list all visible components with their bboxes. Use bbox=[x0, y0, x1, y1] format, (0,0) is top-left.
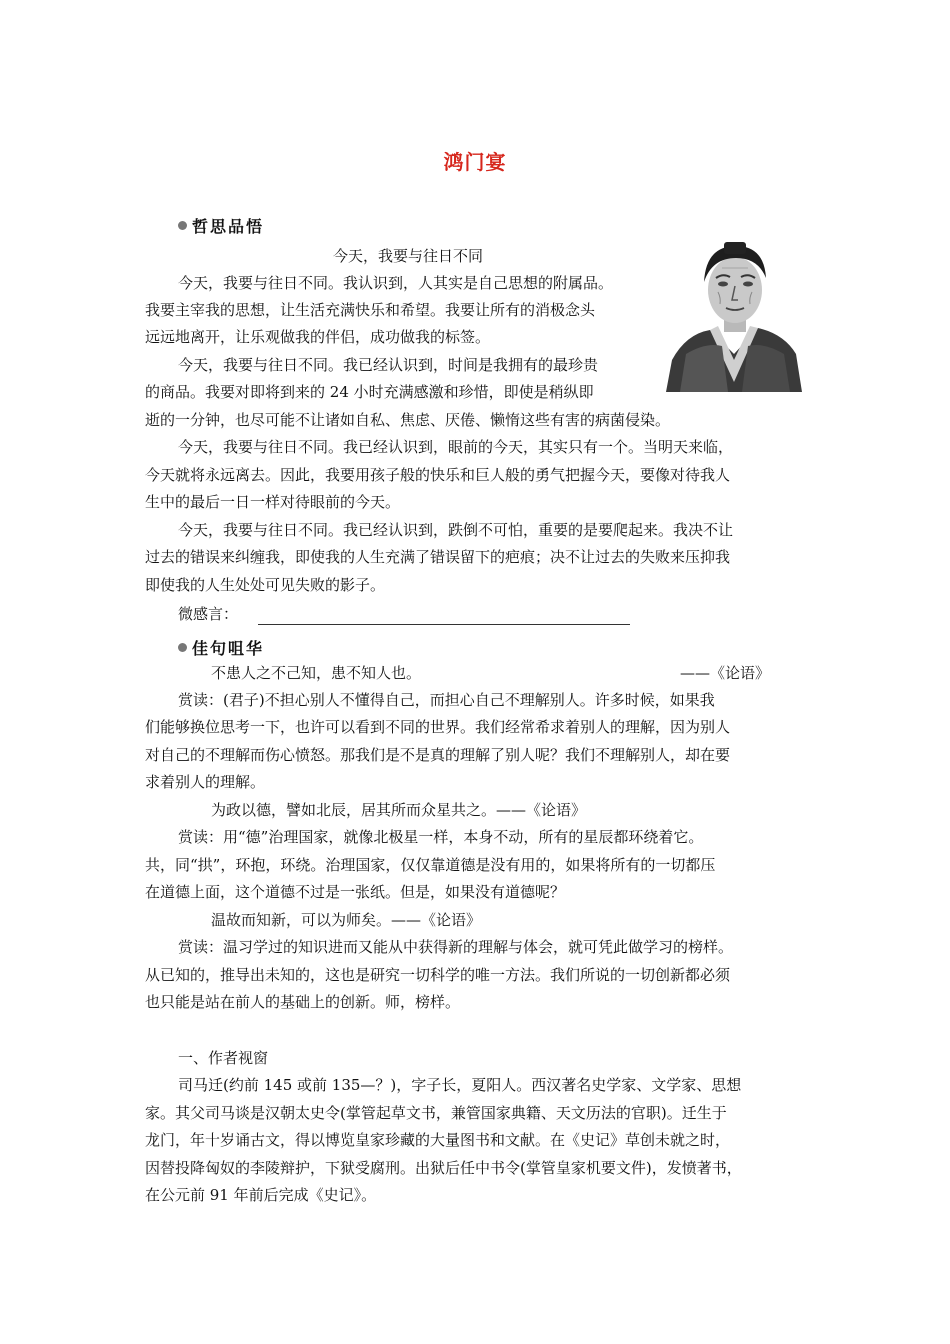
essay-line: 远远地离开，让乐观做我的伴侣，成功做我的标签。 bbox=[145, 328, 491, 346]
essay-line: 今天，我要与往日不同。我已经认识到，跌倒不可怕，重要的是要爬起来。我决不让 bbox=[178, 521, 734, 539]
comment-line: 从已知的，推导出未知的，这也是研究一切科学的唯一方法。我们所说的一切创新都必须 bbox=[145, 966, 731, 984]
section-heading-reflection: 哲思品悟 bbox=[178, 214, 264, 237]
essay-line: 即使我的人生处处可见失败的影子。 bbox=[145, 576, 386, 594]
essay-line: 逝的一分钟，也尽可能不让诸如自私、焦虑、厌倦、懒惰这些有害的病菌侵染。 bbox=[145, 411, 671, 429]
comment-line: 对自己的不理解而伤心愤怒。那我们是不是真的理解了别人呢？我们不理解别人，却在要 bbox=[145, 746, 731, 764]
quote-source: ——《论语》 bbox=[680, 664, 771, 682]
bullet-icon bbox=[178, 221, 187, 230]
quote-text: 不患人之不己知，患不知人也。 bbox=[211, 664, 422, 682]
author-line: 因替投降匈奴的李陵辩护，下狱受腐刑。出狱后任中书令(掌管皇家机要文件)，发愤著书， bbox=[145, 1159, 742, 1177]
comment-line: 在道德上面，这个道德不过是一张纸。但是，如果没有道德呢？ bbox=[145, 883, 566, 901]
essay-line: 今天就将永远离去。因此，我要用孩子般的快乐和巨人般的勇气把握今天，要像对待我人 bbox=[145, 466, 731, 484]
author-line: 司马迁(约前 145 或前 135—？)，字子长，夏阳人。西汉著名史学家、文学家、思想 bbox=[178, 1076, 742, 1094]
comment-line: 赏读：温习学过的知识进而又能从中获得新的理解与体会，就可凭此做学习的榜样。 bbox=[178, 938, 734, 956]
essay-subtitle: 今天，我要与往日不同 bbox=[333, 247, 484, 265]
comment-line: 赏读：(君子)不担心别人不懂得自己，而担心自己不理解别人。许多时候，如果我 bbox=[178, 691, 715, 709]
author-line: 龙门，年十岁诵古文，得以博览皇家珍藏的大量图书和文献。在《史记》草创未就之时， bbox=[145, 1131, 731, 1149]
comment-line: 也只能是站在前人的基础上的创新。师，榜样。 bbox=[145, 993, 461, 1011]
bullet-icon bbox=[178, 643, 187, 652]
comment-line: 们能够换位思考一下，也许可以看到不同的世界。我们经常希求着别人的理解，因为别人 bbox=[145, 718, 731, 736]
essay-line: 今天，我要与往日不同。我认识到，人其实是自己思想的附属品。 bbox=[178, 274, 614, 292]
essay-line: 过去的错误来纠缠我，即使我的人生充满了错误留下的疤痕；决不让过去的失败来压抑我 bbox=[145, 548, 731, 566]
reflection-label: 微感言： bbox=[178, 605, 239, 623]
essay-line: 我要主宰我的思想，让生活充满快乐和希望。我要让所有的消极念头 bbox=[145, 301, 596, 319]
section-heading-author: 一、作者视窗 bbox=[178, 1049, 269, 1067]
quote-text: 温故而知新，可以为师矣。——《论语》 bbox=[211, 911, 482, 929]
comment-line: 赏读：用“德”治理国家，就像北极星一样，本身不动，所有的星辰都环绕着它。 bbox=[178, 828, 704, 846]
essay-line: 今天，我要与往日不同。我已经认识到，眼前的今天，其实只有一个。当明天来临， bbox=[178, 438, 734, 456]
reflection-blank bbox=[258, 624, 630, 625]
page-title: 鸿门宴 bbox=[443, 150, 507, 174]
author-line: 家。其父司马谈是汉朝太史令(掌管起草文书，兼管国家典籍、天文历法的官职)。迁生于 bbox=[145, 1104, 727, 1122]
comment-line: 求着别人的理解。 bbox=[145, 773, 266, 791]
essay-line: 生中的最后一日一样对待眼前的今天。 bbox=[145, 493, 401, 511]
essay-line: 今天，我要与往日不同。我已经认识到，时间是我拥有的最珍贵 bbox=[178, 356, 599, 374]
portrait-image bbox=[666, 242, 802, 392]
section-heading-quotes: 佳句咀华 bbox=[178, 636, 264, 659]
author-line: 在公元前 91 年前后完成《史记》。 bbox=[145, 1186, 377, 1204]
essay-line: 的商品。我要对即将到来的 24 小时充满感激和珍惜，即使是稍纵即 bbox=[145, 383, 594, 401]
comment-line: 共，同“拱”，环抱，环绕。治理国家，仅仅靠道德是没有用的，如果将所有的一切都压 bbox=[145, 856, 716, 874]
quote-text: 为政以德，譬如北辰，居其所而众星共之。——《论语》 bbox=[211, 801, 587, 819]
